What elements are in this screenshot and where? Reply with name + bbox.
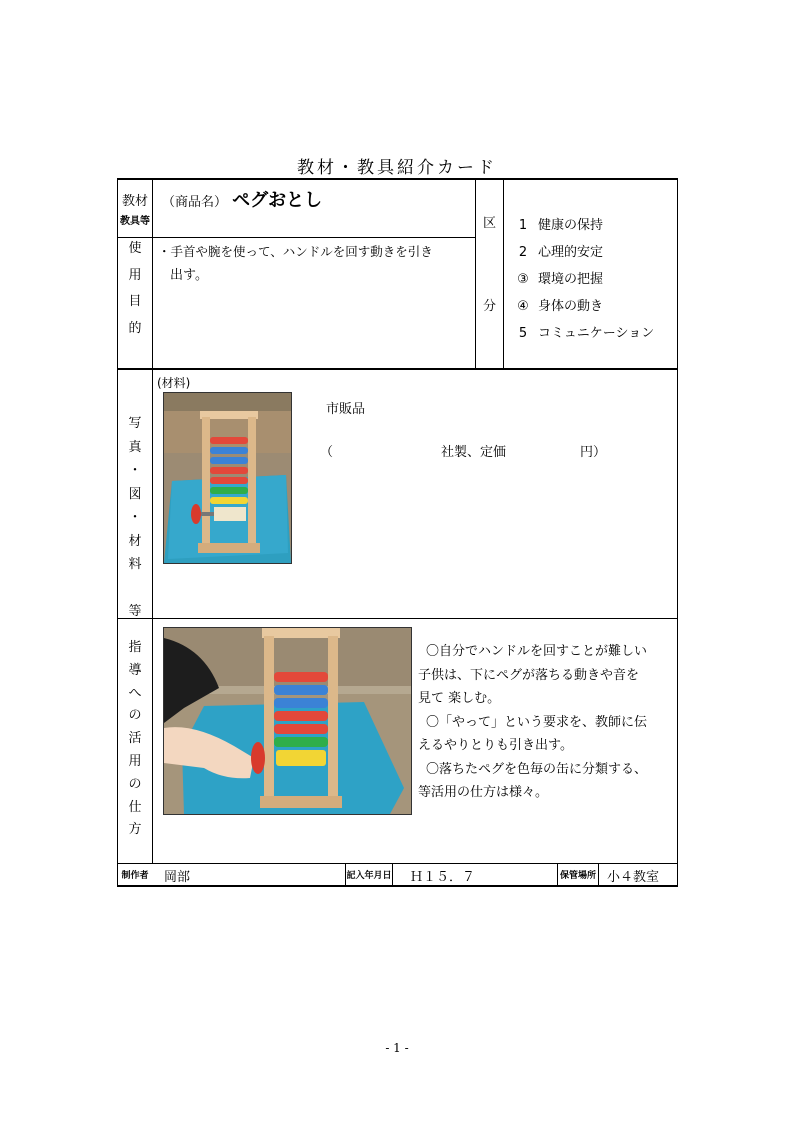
materials-maker-price: 社製、定価 [441,445,507,460]
header-label-line2: 教具等 [120,216,150,227]
category-item: 1 健康の保持 [518,218,604,233]
date: Ｈ１５．７ [410,870,476,885]
materials-label: 写 真 ・ 図 ・ 材 料 等 [128,416,142,619]
product-name: ペグおとし [232,190,323,211]
peg-drop-photo-2 [164,628,411,814]
category-item: 5 コミュニケーション [518,326,655,341]
purpose-label: 使 用 目 的 [128,241,142,336]
author: 岡部 [164,870,191,885]
storage-label: 保管場所 [559,871,596,881]
purpose-text [158,240,474,288]
page-number: - 1 - [385,1041,409,1055]
purpose-line-1: ・手首や腕を使って、ハンドルを回す動きを引き [158,244,433,259]
materials-open-paren: （ [320,445,334,460]
product-title [162,186,322,212]
materials-yen: 円） [580,445,607,460]
usage-label: 指 導 へ の 活 用 の 仕 方 [128,640,142,838]
materials-caption: (材料) [157,376,191,390]
page-title: 教材・教具紹介カード [297,158,497,178]
category-item: 2 心理的安定 [518,245,604,260]
header-label-line1: 教材 [121,194,148,209]
date-label: 記入年月日 [346,871,392,881]
category-item: ③ 環境の把握 [517,272,604,287]
peg-drop-photo-1 [164,393,291,563]
category-label-top: 区 [482,216,496,231]
category-label-bottom: 分 [482,299,496,314]
author-label: 制作者 [121,871,149,881]
header-label [118,190,152,227]
materials-source: 市販品 [326,402,366,417]
usage-photo [163,627,412,815]
purpose-line-2: 出す。 [170,268,208,283]
product-photo [163,392,292,564]
product-prefix: （商品名） [162,195,228,210]
category-list [508,212,676,347]
category-item: ④ 身体の動き [517,299,604,314]
usage-text: 〇自分でハンドルを回すことが難しい 子供は、下にペグが落ちる動きや音を 見て 楽しむ。 〇「やって」という要求を、教師に伝 えるやりとりも引き出す。 〇落ちたペグを色毎の缶に分類する、 等活用の仕方は様々。 [418,644,648,800]
storage: 小４教室 [607,870,660,885]
